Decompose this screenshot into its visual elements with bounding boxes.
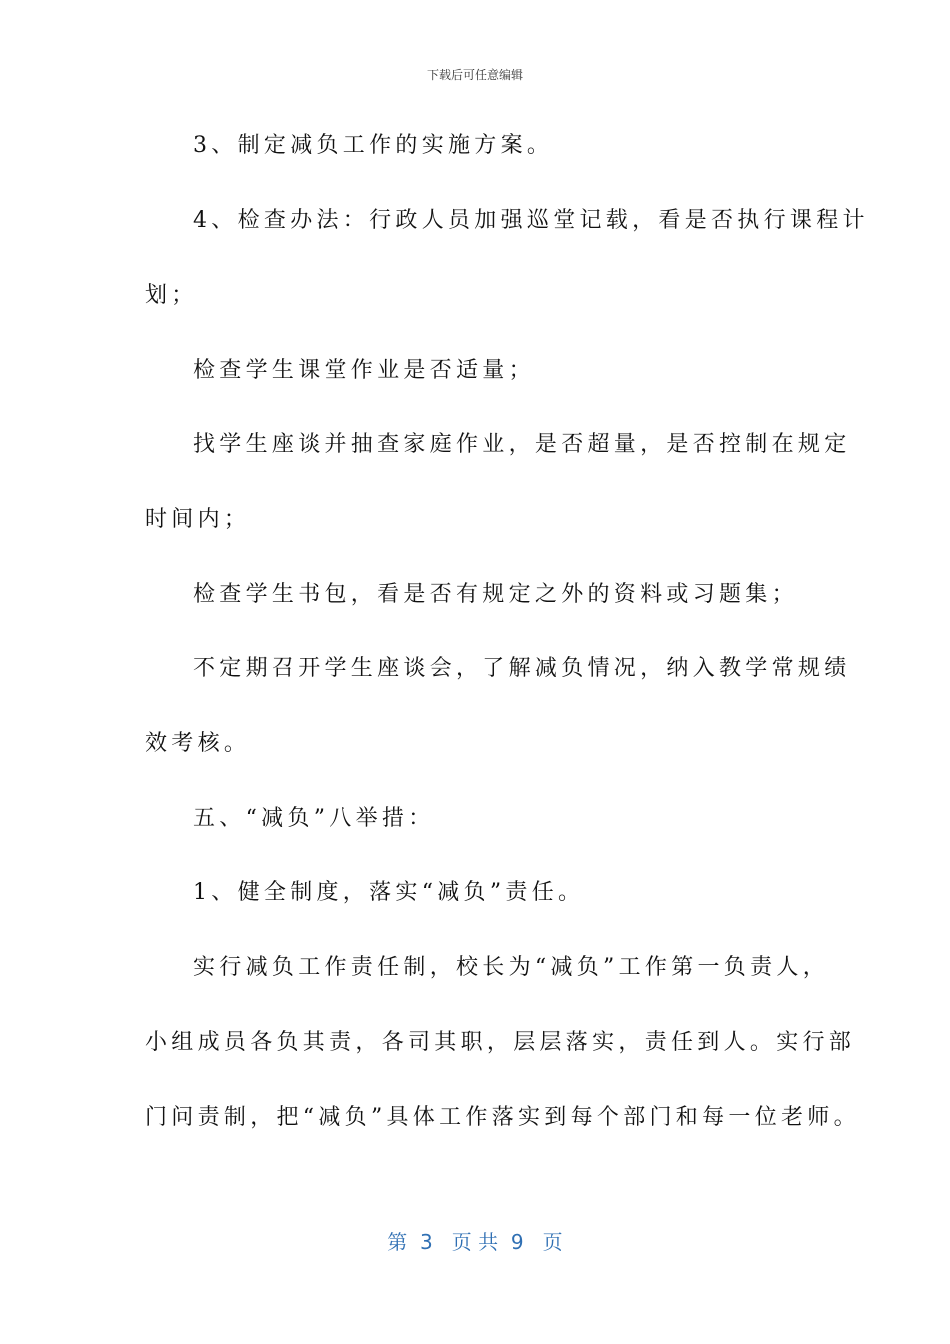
- paragraph-line: 找学生座谈并抽查家庭作业，是否超量，是否控制在规定: [193, 432, 851, 457]
- page-number-footer: 第 3 页 共 9 页: [387, 1230, 563, 1254]
- paragraph-line: 小组成员各负其责，各司其职，层层落实，责任到人。实行部: [145, 1030, 856, 1055]
- paragraph-line: 不定期召开学生座谈会，了解减负情况，纳入教学常规绩: [193, 656, 851, 681]
- paragraph-line: 划；: [145, 283, 198, 308]
- paragraph-line: 检查学生书包，看是否有规定之外的资料或习题集；: [193, 582, 798, 607]
- paragraph-line: 实行减负工作责任制，校长为“减负”工作第一负责人，: [193, 955, 829, 980]
- paragraph-line: 3、制定减负工作的实施方案。: [193, 133, 554, 158]
- page-header-note: 下载后可任意编辑: [426, 68, 523, 82]
- paragraph-line: 时间内；: [145, 507, 251, 532]
- paragraph-line: 4、检查办法：行政人员加强巡堂记载，看是否执行课程计: [193, 208, 869, 233]
- paragraph-line: 1、健全制度，落实“减负”责任。: [193, 880, 585, 905]
- paragraph-line: 检查学生课堂作业是否适量；: [193, 358, 535, 383]
- paragraph-line: 门问责制，把“减负”具体工作落实到每个部门和每一位老师。: [145, 1105, 860, 1130]
- section-heading: 五、“减负”八举措：: [193, 806, 435, 831]
- paragraph-line: 效考核。: [145, 731, 251, 756]
